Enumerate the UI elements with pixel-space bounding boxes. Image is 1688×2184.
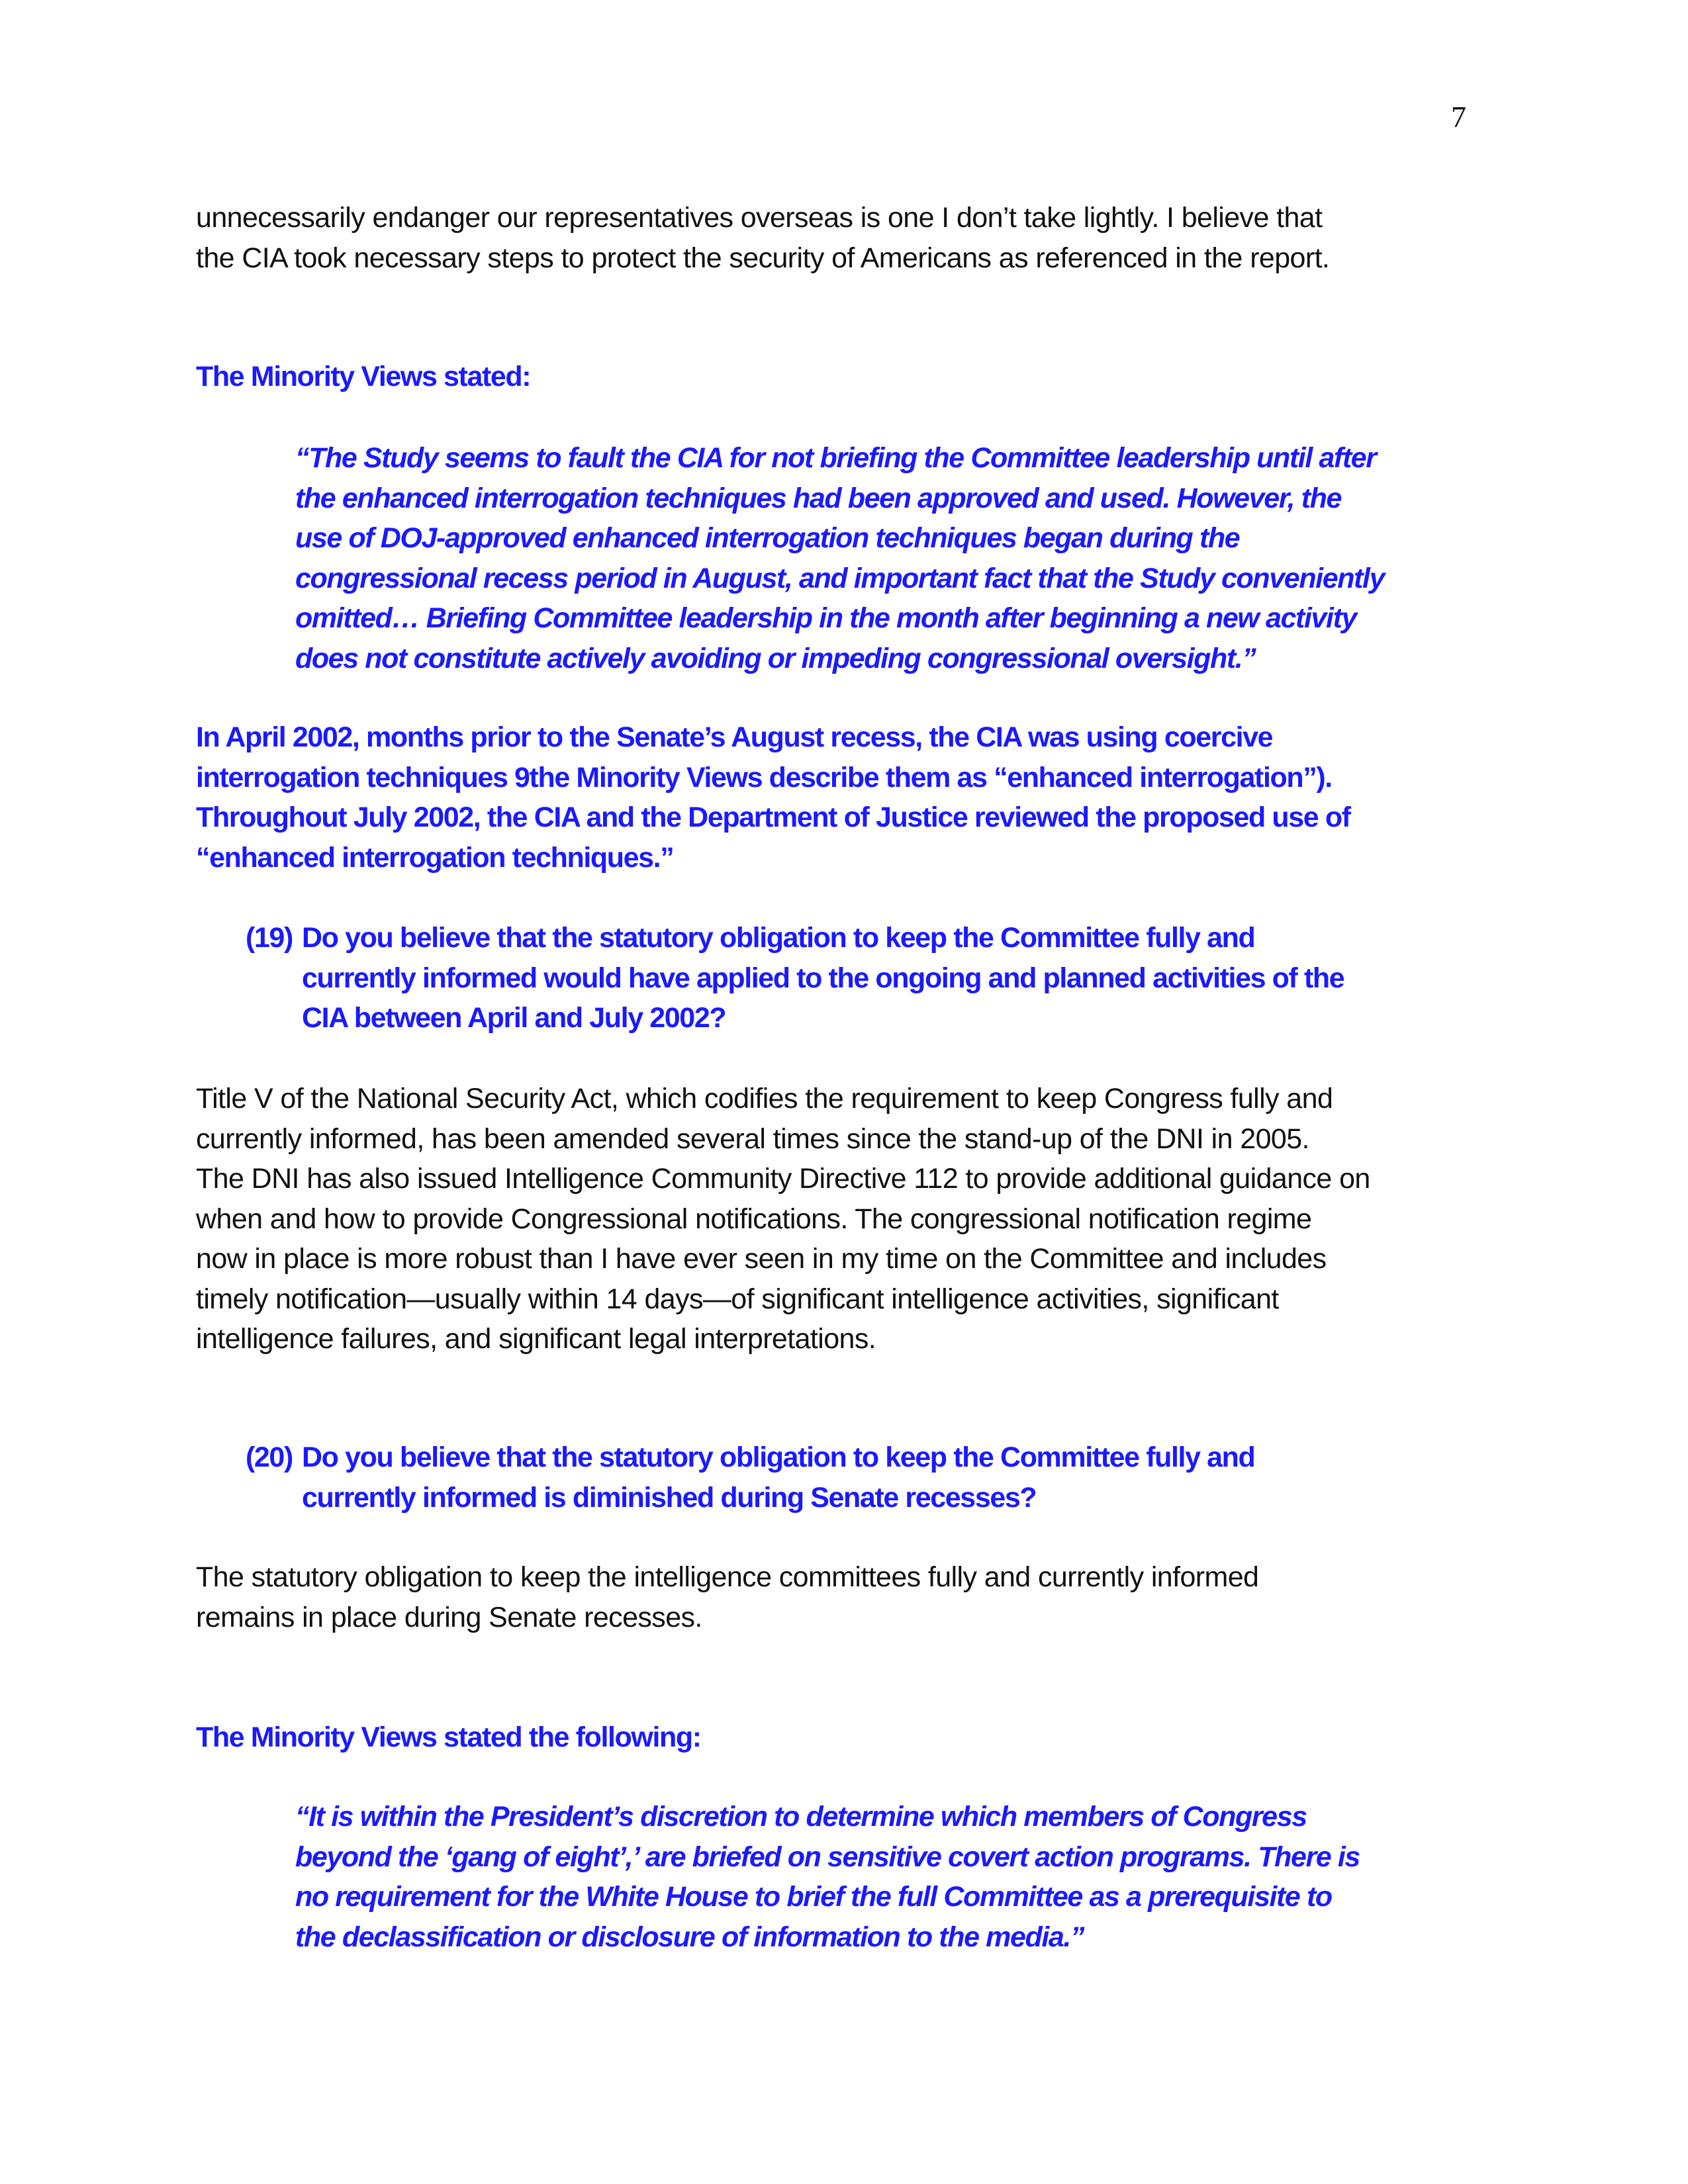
- question-number: (20): [246, 1441, 293, 1473]
- text-line: congressional recess period in August, and important fact that the Study conveniently: [295, 562, 1385, 594]
- text-line: The DNI has also issued Intelligence Community Directive 112 to provide additional guidance on: [196, 1163, 1370, 1195]
- text-line: use of DOJ-approved enhanced interrogation techniques began during the: [295, 522, 1240, 554]
- paragraph-2: [196, 717, 1350, 878]
- text-line: Throughout July 2002, the CIA and the Department of Justice reviewed the proposed use of: [196, 801, 1350, 833]
- text-line: the CIA took necessary steps to protect the security of Americans as referenced in the report.: [196, 242, 1330, 274]
- text-line: now in place is more robust than I have ever seen in my time on the Committee and includes: [196, 1243, 1327, 1275]
- text-line: the declassification or disclosure of information to the media.”: [295, 1921, 1084, 1953]
- text-line: no requirement for the White House to brief the full Committee as a prerequisite to: [295, 1881, 1332, 1913]
- text-line: omitted… Briefing Committee leadership in the month after beginning a new activity: [295, 602, 1357, 634]
- text-line: “enhanced interrogation techniques.”: [196, 841, 674, 874]
- text-line: the enhanced interrogation techniques had been approved and used. However, the: [295, 482, 1342, 514]
- text-line: The statutory obligation to keep the intelligence committees fully and currently informed: [196, 1561, 1259, 1593]
- text-line: In April 2002, months prior to the Senate’s August recess, the CIA was using coercive: [196, 721, 1273, 753]
- text-line: “The Study seems to fault the CIA for not briefing the Committee leadership until after: [295, 442, 1376, 474]
- paragraph-1: [196, 198, 1329, 278]
- text-line: Do you believe that the statutory obligation to keep the Committee fully and: [302, 922, 1255, 954]
- text-line: “It is within the President’s discretion to determine which members of Congress: [295, 1801, 1307, 1833]
- paragraph-4: [196, 1557, 1258, 1637]
- quote-1: [295, 438, 1384, 678]
- text-line: Title V of the National Security Act, which codifies the requirement to keep Congress fully and: [196, 1083, 1333, 1115]
- heading-minority-views: The Minority Views stated:: [196, 361, 531, 392]
- quote-2: [295, 1797, 1360, 1957]
- page-number: 7: [1451, 100, 1466, 134]
- text-line: remains in place during Senate recesses.: [196, 1601, 702, 1633]
- text-line: intelligence failures, and significant legal interpretations.: [196, 1323, 876, 1355]
- text-line: CIA between April and July 2002?: [302, 1002, 726, 1034]
- text-line: beyond the ‘gang of eight’,’ are briefed on sensitive covert action programs. There is: [295, 1841, 1360, 1873]
- text-line: currently informed, has been amended several times since the stand-up of the DNI in 2005.: [196, 1122, 1309, 1155]
- paragraph-3: [196, 1079, 1370, 1359]
- text-line: interrogation techniques 9the Minority Views describe them as “enhanced interrogation”).: [196, 761, 1332, 794]
- text-line: does not constitute actively avoiding or impeding congressional oversight.”: [295, 642, 1256, 674]
- question-number: (19): [246, 922, 293, 954]
- text-line: Do you believe that the statutory obligation to keep the Committee fully and: [302, 1441, 1255, 1473]
- text-line: unnecessarily endanger our representatives overseas is one I don’t take lightly. I believe that: [196, 202, 1323, 234]
- heading-minority-views-following: The Minority Views stated the following:: [196, 1721, 701, 1753]
- text-line: currently informed is diminished during Senate recesses?: [302, 1481, 1037, 1514]
- text-line: timely notification—usually within 14 days—of significant intelligence activities, significant: [196, 1283, 1279, 1315]
- text-line: when and how to provide Congressional notifications. The congressional notification regime: [196, 1203, 1312, 1235]
- text-line: currently informed would have applied to the ongoing and planned activities of the: [302, 962, 1344, 994]
